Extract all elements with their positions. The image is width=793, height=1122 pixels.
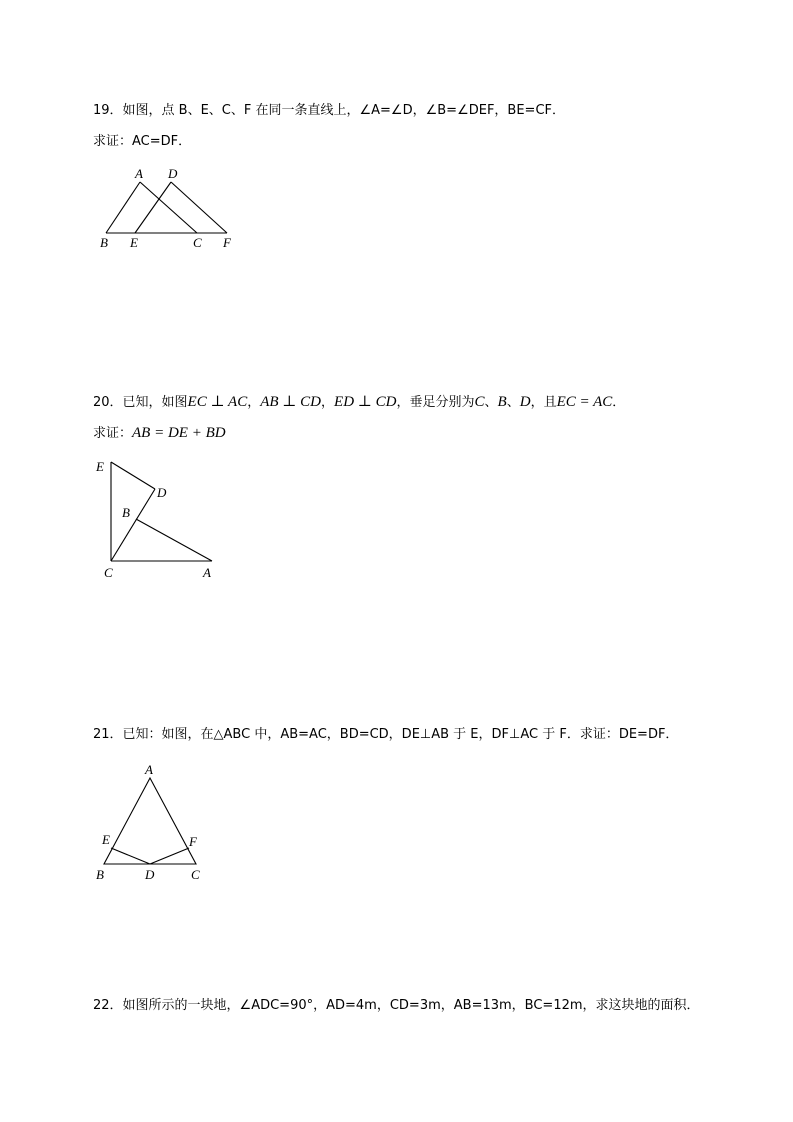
q21-label-c: C — [191, 867, 200, 882]
q20-stem-prefix: 20．已知，如图 — [93, 395, 188, 410]
q20-label-e: E — [96, 459, 104, 474]
q19-stem: 19．如图，点 B、E、C、F 在同一条直线上，∠A=∠D，∠B=∠DEF，BE=CF． — [93, 103, 565, 118]
q20-label-b: B — [122, 505, 130, 520]
q19-label-d: D — [168, 166, 178, 181]
q19-label-a: A — [135, 166, 143, 181]
q20-stem-mid2: ，且 — [530, 395, 557, 410]
q21-line-df — [150, 848, 189, 864]
q19-label-b: B — [100, 235, 108, 250]
q19-label-e: E — [130, 235, 138, 250]
q20-math-d: D — [519, 394, 531, 410]
q19-line-df — [171, 182, 227, 233]
q19-prove: 求证：AC=DF． — [93, 134, 192, 149]
q20-stem-mid: ，垂足分别为 — [396, 395, 475, 410]
q20-prove — [93, 423, 226, 444]
q19-label-c: C — [193, 235, 202, 250]
q20-sep3: 、 — [484, 395, 498, 410]
q20-line-ed — [111, 462, 155, 489]
q20-stem-end: ． — [612, 395, 626, 410]
q20-math-ec-perp-ac: EC ⊥ AC — [187, 394, 248, 410]
q19-line-ac — [140, 182, 197, 233]
q21-label-d: D — [145, 867, 155, 882]
q20-math-c: C — [474, 394, 485, 410]
q20-label-c: C — [104, 565, 113, 580]
q20-math-b: B — [497, 394, 507, 410]
q19-line-ed — [135, 182, 171, 233]
q21-label-f: F — [189, 834, 197, 849]
q20-sep1: ， — [247, 395, 261, 410]
q20-figure — [95, 455, 225, 585]
q20-label-d: D — [157, 485, 167, 500]
q19-label-f: F — [223, 235, 231, 250]
q20-stem — [93, 392, 625, 413]
q22-stem: 22．如图所示的一块地，∠ADC=90°，AD=4m，CD=3m，AB=13m，BC=12m，求这块地的面积． — [93, 998, 700, 1013]
q20-math-ec-eq-ac: EC = AC — [556, 394, 613, 410]
q21-line-de — [111, 848, 150, 864]
q20-label-a: A — [203, 565, 211, 580]
q19-figure — [95, 165, 240, 255]
q20-prove-math: AB = DE + BD — [132, 425, 226, 441]
q21-label-b: B — [96, 867, 104, 882]
q21-stem: 21．已知：如图，在△ABC 中，AB=AC，BD=CD，DE⊥AB 于 E，DF⊥AC 于 F．求证：DE=DF． — [93, 727, 679, 742]
q21-label-a: A — [145, 762, 153, 777]
q20-sep2: ， — [321, 395, 335, 410]
q21-label-e: E — [102, 832, 110, 847]
q20-sep4: 、 — [506, 395, 520, 410]
q20-math-ab-perp-cd: AB ⊥ CD — [260, 394, 322, 410]
q20-prove-prefix: 求证： — [93, 426, 133, 441]
q19-line-ba — [106, 182, 140, 233]
q20-line-ba — [136, 519, 212, 561]
q21-figure — [95, 760, 210, 885]
q20-line-cd — [111, 489, 155, 561]
q20-math-ed-perp-cd: ED ⊥ CD — [334, 394, 397, 410]
